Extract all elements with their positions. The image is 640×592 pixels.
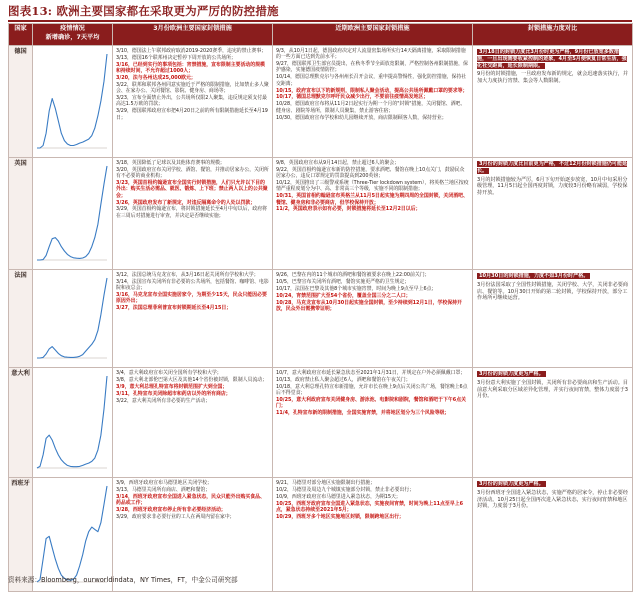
march-measures-item: 3/10，德国法上午联邦政府取消2019-2020赛季，违宪的禁止赛事；	[116, 48, 267, 54]
trend-line-series	[37, 278, 107, 358]
recent-measures-item: 9/22，英国首相约翰逊宣布新的防控措施，要求酒吧、餐馆在晚上10点关门，鼓励民众居家办公，违反口罩规定的罚款提高到200英镑；	[276, 166, 465, 180]
march-measures	[113, 158, 273, 270]
recent-measures	[273, 478, 473, 592]
recent-measures-item: 9/27，德国联邦卫生部官员提出，在秋冬季节全面放宽限制，严格控制各州限制措施，保护感染，实施德国疫情防控；	[276, 61, 468, 74]
country-row	[9, 270, 633, 368]
country-name: 西班牙	[9, 478, 33, 592]
recent-measures-item: 9/8，英国政府宣布从9月14日起，禁止超过6人的聚会；	[276, 160, 400, 166]
march-measures-item: 3/16，马克龙宣布全国实施居家令，为期至少15天，民众只能因必要原因外出；	[116, 292, 267, 305]
header-trend	[33, 24, 113, 46]
march-measures-item: 3/22，意大利关闭所有非必要的生产活动；	[116, 397, 211, 404]
header-country: 国家	[9, 24, 33, 46]
verdict-detail: 3月份西班牙全国进入紧急状态，实施严格的居家令，停止非必要经济活动。10月25日起全国再次进入紧急状态，实行夜间宵禁和地区封锁，力度弱于3月份。	[477, 489, 628, 510]
recent-measures-item: 10/18，意大利总理孔特宣布新措施，允许市长在晚上9点后关闭公共广场，餐馆晚上6点后不得堂食；	[276, 383, 468, 397]
march-measures-item: 3/26，英国政府发布了新规定，对违反隔离命令的人处以罚款；	[116, 199, 256, 206]
source-note: 资料来源：Bloomberg，ourworldindata，NY Times，FT，中金公司研究部	[8, 576, 238, 584]
march-measures-item: 3/13，马德里关闭所有商店、酒吧和餐馆；	[116, 486, 211, 493]
recent-measures-item: 10/5，巴黎宣布关闭所有酒吧，餐馆实施更严格的卫生规定；	[276, 278, 410, 285]
recent-measures-item: 10/28，马克龙宣布从10月30日起实施全国封锁，至少持续到12月1日，学校保持开放，民众外出需携带证明；	[276, 299, 462, 312]
march-measures-item: 3/29，英国首相约翰逊宣布，将封锁措施延长至4月中旬以后，政府将在三周后对措施进行审查，并决定是否继续实施；	[116, 206, 268, 219]
march-measures-item: 3/8，意大利北部伦巴第大区及其他14个省份被封锁，限制人员流动；	[116, 376, 268, 383]
march-measures-item: 3/27，法国总理菲利普宣布封锁期延长至4月15日；	[116, 305, 232, 312]
march-measures-item: 3/9，意大利总理孔特宣布将封锁范围扩大到全国；	[116, 383, 228, 390]
trend-chart	[33, 158, 111, 268]
recent-measures-item: 11/2，英国政府表示如有必要，封锁措施将延长至12月2日以后；	[276, 206, 421, 213]
recent-measures-item: 10/14，德国总理默克尔与各州州长召开会议，重申提高警惕性，强化防控措施，保持社交距离；	[276, 74, 467, 87]
country-row	[9, 46, 633, 158]
verdict-cell	[473, 368, 633, 478]
header-trend-line2: 新增确诊，7天平均	[45, 34, 100, 41]
march-measures-item: 3/9，西班牙政府宣布马德里地区关闭学校；	[116, 480, 212, 486]
verdict-headline: 3月份的封锁力度比目前更为严格，不过12月份封锁措施仍可能延长。	[477, 161, 628, 174]
verdict-headline: 3月份的封锁力度更为严格。	[479, 481, 544, 487]
march-measures-item: 3/28，西班牙政府宣布停止所有非必要经济活动；	[116, 506, 226, 513]
header-compare: 封锁措施力度对比	[473, 24, 633, 46]
recent-measures-item: 9/21，马德里对部分地区实施限制出行措施；	[276, 480, 376, 486]
verdict-headline: 3月18日的封锁力度比3月份时更为严格，9月份已放宽多数措施，一旦出现需要收紧控制的迹象，4月至5月便恢复日常生活，强化社交距离，延长限制期限。	[477, 49, 627, 69]
country-name: 英国	[9, 158, 33, 270]
verdict-cell	[473, 46, 633, 158]
march-measures-item: 3/29，政府要求非必要行业的工人在两周内留在家中；	[116, 513, 235, 520]
march-measures-item: 3/14，西班牙政府宣布全国进入紧急状态，民众只能外出购买食品、药品或工作；	[116, 493, 265, 507]
recent-measures-item: 10/7，意大利政府宣布延长紧急状态至2021年1月31日，并规定在户外必须佩戴口罩；	[276, 370, 466, 376]
recent-measures-item: 10/25，西班牙政府宣布全国进入紧急状态，实施夜间宵禁，时间为晚上11点至早上6点，紧急状态持续至2021年5月；	[276, 500, 463, 513]
recent-measures-item: 10/30，德国政府宣布学校和幼儿园继续开放，商店限制顾客人数，保持营业；	[276, 114, 447, 121]
trend-chart-cell	[33, 158, 113, 270]
march-measures-item: 3/23，英国首相约翰逊宣布全国实行封锁措施，人们只允许以下目的外出：购买生活必需品、就医、锻炼、上下班；禁止两人以上的公共聚会；	[116, 180, 268, 199]
verdict-headline: 3月份的封锁力度更为严格。	[479, 371, 544, 377]
header-recent: 近期欧洲主要国家封锁措施	[273, 24, 473, 46]
country-name: 德国	[9, 46, 33, 158]
trend-chart	[33, 368, 111, 476]
march-measures-item: 3/22，联邦和联邦各州同意实施近于严格的限制措施，比如禁止多人聚会、在家办公、关闭餐馆、影院、健身房、商场等；	[116, 81, 269, 95]
trend-chart	[33, 46, 111, 156]
recent-measures-item: 10/13，政府禁止私人聚会超过6人，酒吧和餐馆在午夜关门；	[276, 376, 411, 383]
march-measures-item: 3/18，英国降低了足球以及其他体育赛事的规模；	[116, 160, 225, 166]
trend-chart-cell	[33, 46, 113, 158]
march-measures-item: 3/29，德国联邦政府宣布把4月20日之前的所有限制措施延长至4月19日；	[116, 108, 268, 121]
recent-measures-item: 10/9，西班牙政府宣布马德里进入紧急状态，为期15天；	[276, 493, 401, 500]
recent-measures-item: 10/28，德国政府宣布将从11月2日起实行为期一个月的"封锁"措施，关闭餐馆、酒吧、健身房、剧院等场所，限制人员聚集，禁止游客住宿；	[276, 101, 466, 114]
recent-measures-item: 9/3，从10月1日起，德国政府决定对人流量密集场所实行14天隔离措施，采取限制措施的一些方面已达到先前水平；	[276, 48, 466, 61]
march-measures-item: 3/23，宣布全面禁止外出，公共场所仅限2人聚集，违反规定须支付最高达1.5万欧的罚款；	[116, 95, 268, 108]
trend-line-series	[37, 486, 107, 582]
trend-chart-cell	[33, 368, 113, 478]
verdict-detail: 9月份的封锁措施，一旦政府发布新的规定，就会迅速落实执行，并加大力度执行宵禁、集会等人数限制。	[477, 71, 628, 85]
verdict-detail: 3月的封锁措施较为严厉，6月下旬开始逐步放宽，10月中旬采用分级管理，11月5日起全国再度封锁，力度较3月份略有减弱，学校保持开放。	[477, 176, 628, 197]
country-name: 意大利	[9, 368, 33, 478]
trend-chart	[33, 270, 111, 366]
country-row	[9, 368, 633, 478]
recent-measures-item: 10/17，法国在巴黎及其他8个城市实施宵禁，时间为晚上9点至早上6点；	[276, 285, 437, 292]
recent-measures	[273, 158, 473, 270]
verdict-cell	[473, 270, 633, 368]
trend-line-series	[37, 376, 107, 468]
march-measures-item: 3/14，法国宣布关闭所有非必要的公共场所，包括餐馆、咖啡馆、电影院和夜总会；	[116, 278, 269, 292]
recent-measures-item: 10/15，政府宣布以下的新规则，限制私人聚会活动，提高公共场所佩戴口罩的要求等；	[276, 87, 468, 94]
trend-chart-cell	[33, 270, 113, 368]
recent-measures-item: 10/17，德国总理默克尔呼吁民众减少出行，不要前往疫情高发地区；	[276, 94, 429, 101]
recent-measures-item: 10/29，西班牙多个地区实施地区封锁，限制跨地区出行；	[276, 513, 404, 520]
verdict-detail: 3月份意大利实施了全国封锁，关闭所有非必要商店和生产活动。目前意大利采取分区域差异化管理，并实行夜间宵禁，整体力度弱于3月份。	[477, 379, 628, 400]
march-measures	[113, 368, 273, 478]
verdict-cell	[473, 478, 633, 592]
figure-title: 图表13: 欧洲主要国家都在采取更为严厉的防控措施	[8, 4, 279, 18]
recent-measures-item: 10/2，马德里及周边九个城镇实施部分封锁，禁止非必要出行；	[276, 486, 415, 493]
recent-measures-item: 10/12，英国推出了三级警戒系统（Three-Tier lockdown system），将英格兰地区按疫情严重程度划分为中、高、非常高三个等级，实施不同的限制措施；	[276, 180, 469, 193]
country-name: 法国	[9, 270, 33, 368]
trend-line-series	[37, 54, 107, 148]
march-measures-item: 3/12，法国总统马克龙宣布，从3月16日起关闭所有学校和大学；	[116, 272, 259, 278]
march-measures	[113, 270, 273, 368]
title-rule	[8, 20, 632, 22]
march-measures-item: 3/20，英国政府宣布关闭学校、酒馆、餐馆，并推动居家办公，关闭所有不必要的商业机构；	[116, 166, 269, 180]
header-march: 3月份欧洲主要国家封锁措施	[113, 24, 273, 46]
country-row	[9, 158, 633, 270]
march-measures-item: 3/4，意大利政府宣布关闭全国所有学校和大学；	[116, 370, 222, 376]
recent-measures	[273, 46, 473, 158]
recent-measures-item: 9/26，巴黎在内的11个城市的酒吧和餐馆被要求在晚上22:00前关门；	[276, 272, 430, 278]
verdict-cell	[473, 158, 633, 270]
recent-measures-item: 10/31，英国首相约翰逊宣布英格兰从11月5日起实施为期四周的全国封锁，关闭酒吧、餐馆、健身房和非必要商店，但学校保持开放；	[276, 193, 468, 206]
recent-measures-item: 11/4，孔特宣布新的限制措施，全国实施宵禁，并将地区划分为三个风险等级；	[276, 410, 450, 417]
march-measures-item: 3/11，孔特宣布关闭除超市和药店以外的所有商店；	[116, 390, 231, 397]
march-measures	[113, 46, 273, 158]
verdict-detail: 3月份法国采取了全国性封锁措施，关闭学校、大学，关闭非必要商店、餐馆等。10月30日开始的第二轮封锁，学校保持开放，部分工作场所可继续运营。	[477, 281, 628, 302]
trend-line-series	[37, 166, 107, 260]
recent-measures	[273, 368, 473, 478]
march-measures-item: 3/20，法与各州达成25,000欧元；	[116, 74, 196, 81]
recent-measures	[273, 270, 473, 368]
recent-measures-item: 10/25，意大利政府宣布关闭健身房、游泳池、电影院和剧院，餐馆和酒吧于下午6点关门；	[276, 396, 466, 410]
march-measures-item: 3/13，德国16个联邦州决定暂停下周开放的公共场所；	[116, 54, 236, 61]
recent-measures-item: 10/24，宵禁范围扩大至54个省份，覆盖全国三分之二人口；	[276, 292, 411, 299]
header-trend-line1: 疫情情况	[60, 25, 85, 32]
policy-table	[8, 23, 633, 592]
verdict-headline: 10月30日的封锁措施，力度不如3月份时严格。	[479, 273, 589, 279]
march-measures-item: 3/16，已经到实行的事项包括：宵禁措施，宣布限制主要活动的规模和持续时间，不允许超过1000人；	[116, 61, 265, 75]
